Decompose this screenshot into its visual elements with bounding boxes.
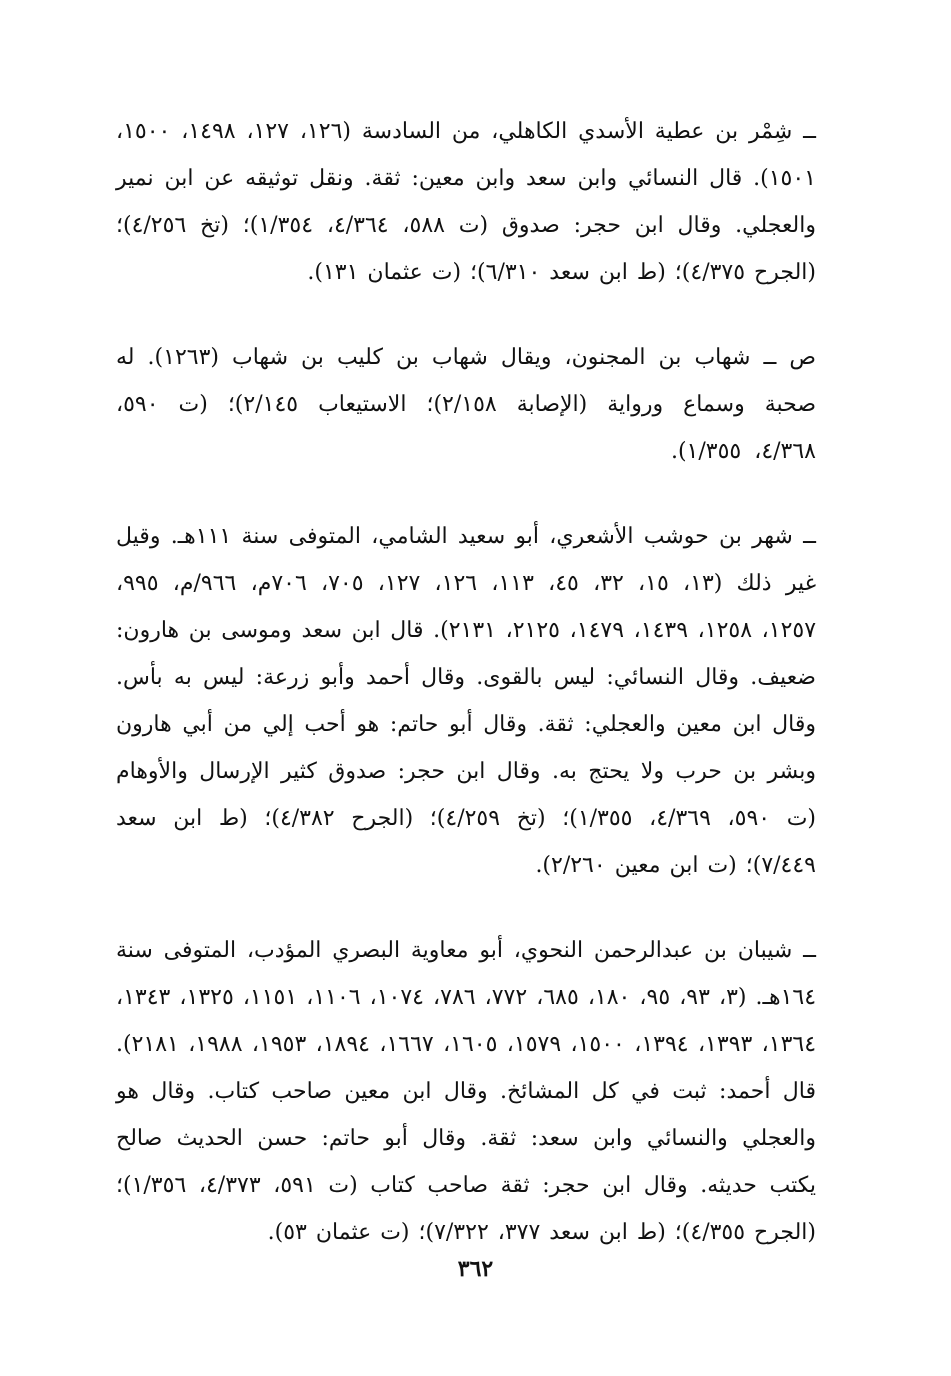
entry-paragraph: ــ شهر بن حوشب الأشعري، أبو سعيد الشامي، المتوفى سنة ١١١هـ. وقيل غير ذلك (١٣، ١٥، ٣٢، ٤٥، ١١٣، ١٢٦، ١٢٧، ٧٠٥، ٧٠٦م، ٩٦٦/م، ٩٩٥، ١٢٥٧، ١٢٥٨، ١٤٣٩، ١٤٧٩، ٢١٢٥، ٢١٣١). قال ابن سعد وموسى بن هارون: ضعيف. وقال النسائي: ليس بالقوى. وقال أحمد وأبو زرعة: ليس به بأس. وقال ابن معين والعجلي: ثقة. وقال أبو حاتم: هو أحب إلي من أبي هارون وبشر بن حرب ولا يحتج به. وقال ابن حجر: صدوق كثير الإرسال والأوهام (ت ٥٩٠، ٤/٣٦٩، ١/٣٥٥)؛ (تخ ٤/٢٥٩)؛ (الجرح ٤/٣٨٢)؛ (ط ابن سعد ٧/٤٤٩)؛ (ت ابن معين ٢/٢٦٠). xyxy=(116,524,817,878)
document-body xyxy=(116,108,816,1294)
entry-paragraph: ص ــ شهاب بن المجنون، ويقال شهاب بن كليب بن شهاب (١٢٦٣). له صحبة وسماع ورواية (الإصابة ٢/١٥٨)؛ الاستيعاب ٢/١٤٥)؛ (ت ٥٩٠، ٤/٣٦٨، ١/٣٥٥). xyxy=(116,345,817,464)
biography-entry-shayban xyxy=(116,927,816,1256)
biography-entry-shimr xyxy=(116,108,816,296)
biography-entry-shihab xyxy=(116,334,816,475)
biography-entry-shahr xyxy=(116,513,816,889)
entry-paragraph: ــ شِمْر بن عطية الأسدي الكاهلي، من السادسة (١٢٦، ١٢٧، ١٤٩٨، ١٥٠٠، ١٥٠١). قال النسائي وابن سعد وابن معين: ثقة. ونقل توثيقه عن ابن نمير والعجلي. وقال ابن حجر: صدوق (ت ٥٨٨، ٤/٣٦٤، ١/٣٥٤)؛ (تخ ٤/٢٥٦)؛ (الجرح ٤/٣٧٥)؛ (ط ابن سعد ٦/٣١٠)؛ (ت عثمان ١٣١). xyxy=(116,119,816,285)
page-number: ٣٦٢ xyxy=(457,1256,494,1282)
entry-paragraph: ــ شيبان بن عبدالرحمن النحوي، أبو معاوية البصري المؤدب، المتوفى سنة ١٦٤هـ. (٣، ٩٣، ٩٥، ١٨٠، ٦٨٥، ٧٧٢، ٧٨٦، ١٠٧٤، ١١٠٦، ١١٥١، ١٣٢٥، ١٣٤٣، ١٣٦٤، ١٣٩٣، ١٣٩٤، ١٥٠٠، ١٥٧٩، ١٦٠٥، ١٦٦٧، ١٨٩٤، ١٩٥٣، ١٩٨٨، ٢١٨١). قال أحمد: ثبت في كل المشائخ. وقال ابن معين صاحب كتاب. وقال هو والعجلي والنسائي وابن سعد: ثقة. وقال أبو حاتم: حسن الحديث صالح يكتب حديثه. وقال ابن حجر: ثقة صاحب كتاب (ت ٥٩١، ٤/٣٧٣، ١/٣٥٦)؛ (الجرح ٤/٣٥٥)؛ (ط ابن سعد ٣٧٧، ٧/٣٢٢)؛ (ت عثمان ٥٣). xyxy=(116,938,817,1245)
